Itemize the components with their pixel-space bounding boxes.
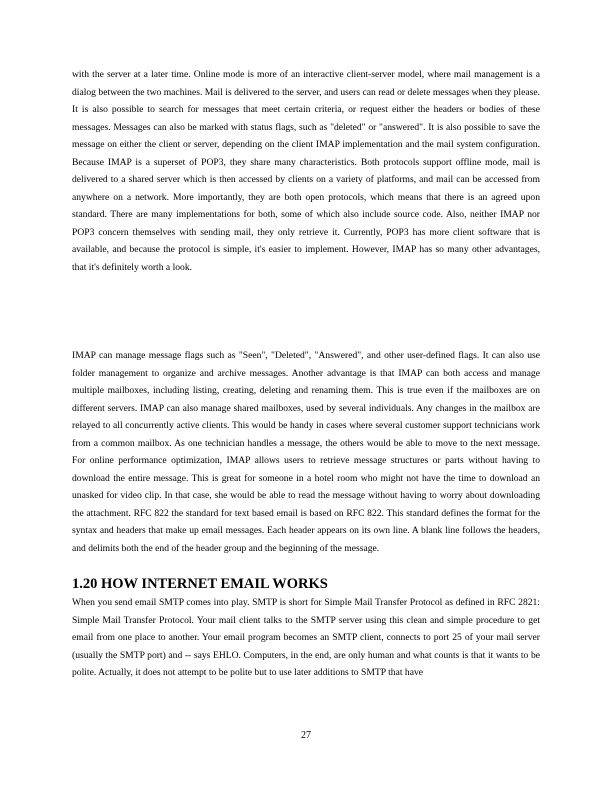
paragraph-smtp: When you send email SMTP comes into play. SMTP is short for Simple Mail Transfer Protocol as defined in RFC 2821: Simple Mail Transfer Protocol. Your mail client talks to the SMTP server using this clean and simple procedure to get email from one place to another. Your email program becomes an SMTP client, connects to port 25 of your mail server (usually the SMTP port) and -- says EHLO. Computers, in the end, are only human and what counts is that it wants to be polite. Actually, it does not attempt to be polite but to use later additions to SMTP that have (72, 597, 540, 679)
paragraph-imap-features: IMAP can manage message flags such as "Seen", "Deleted", "Answered", and other user-defined flags. It can also use folder management to organize and archive messages. Another advantage is that IMAP can both access and manage multiple mailboxes, including listing, creating, deleting and renaming them. This is true even if the mailboxes are on different servers. IMAP can also manage shared mailboxes, used by several individuals. Any changes in the mailbox are relayed to all concurrently active clients. This would be handy in cases where several customer support technicians work from a common mailbox. As one technician handles a message, the others would be able to move to the next message. For online performance optimization, IMAP allows users to retrieve message structures or parts without having to download the entire message. This is great for someone in a hotel room who might not have the time to download an unasked for video clip. In that case, she would be able to read the message without having to worry about downloading the attachment. RFC 822 the standard for text based email is based on RFC 822. This standard defines the format for the syntax and headers that make up email messages. Each header appears on its own line. A blank line follows the headers, and delimits both the end of the header group and the beginning of the message. (72, 350, 540, 555)
section-heading: 1.20 HOW INTERNET EMAIL WORKS (72, 576, 328, 592)
page-number: 27 (301, 730, 311, 741)
paragraph-online-mode: with the server at a later time. Online mode is more of an interactive client-server model, where mail management is a dialog between the two machines. Mail is delivered to the server, and users can read or delete messages when they please. It is also possible to search for messages that meet certain criteria, or request either the headers or bodies of these messages. Messages can also be marked with status flags, such as "deleted" or "answered". It is also possible to save the message on either the client or server, depending on the client IMAP implementation and the mail system configuration. Because IMAP is a superset of POP3, they share many characteristics. Both protocols support offline mode, mail is delivered to a shared server which is then accessed by clients on a variety of platforms, and mail can be accessed from anywhere on a network. More importantly, they are both open protocols, which means that there is an agreed upon standard. There are many implementations for both, some of which also include source code. Also, neither IMAP nor POP3 concern themselves with sending mail, they only retrieve it. Currently, POP3 has more client software that is available, and because the protocol is simple, it's easier to implement. However, IMAP has so many other advantages, that it's definitely worth a look. (72, 69, 540, 274)
